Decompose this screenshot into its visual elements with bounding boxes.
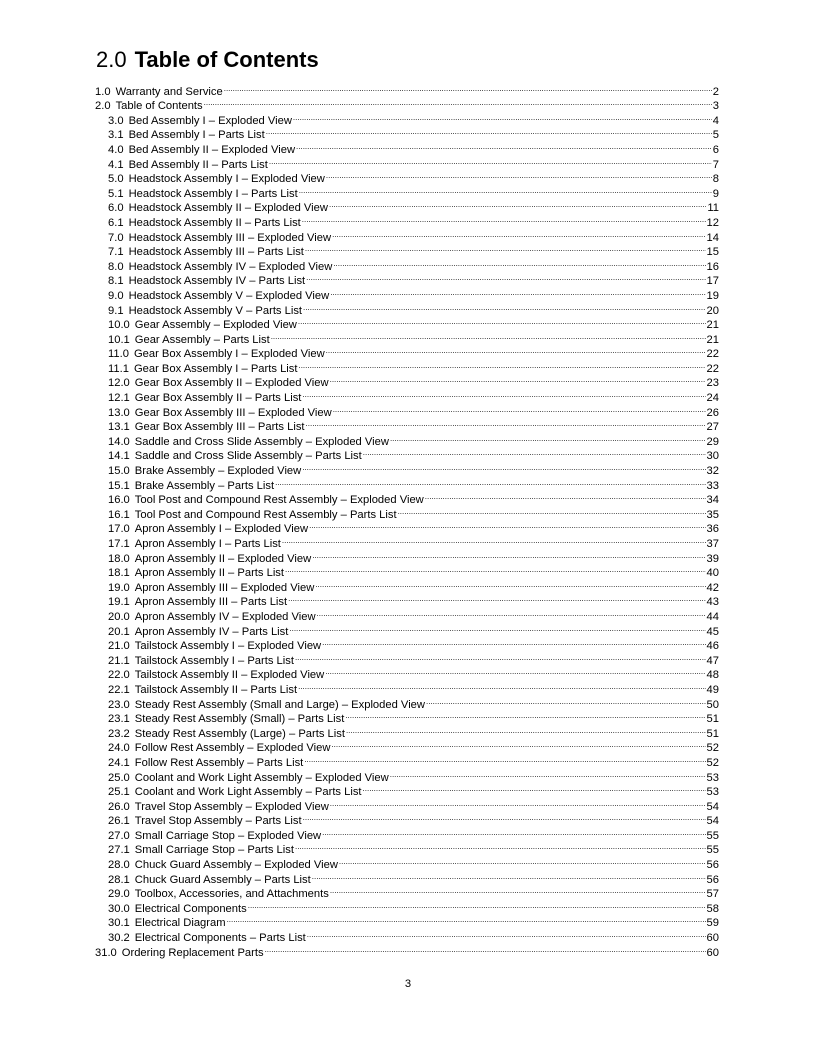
toc-entry-page-number: 53 bbox=[706, 771, 719, 784]
toc-entry-page-number: 19 bbox=[706, 289, 719, 302]
toc-entry-title: Electrical Components – Parts List bbox=[134, 932, 306, 945]
toc-entry-title: Gear Box Assembly II – Parts List bbox=[134, 392, 302, 405]
toc-entry-page-number: 37 bbox=[706, 538, 719, 550]
dot-leader bbox=[332, 226, 705, 241]
toc-entry-number: 28.1 bbox=[108, 873, 130, 886]
dot-leader bbox=[303, 810, 706, 825]
toc-entry-title: Brake Assembly – Parts List bbox=[134, 479, 275, 492]
toc-entry-number: 22.0 bbox=[108, 669, 130, 682]
toc-entry-page-number: 55 bbox=[706, 844, 719, 857]
toc-entry-title: Chuck Guard Assembly – Parts List bbox=[134, 873, 311, 886]
toc-entry-number: 21.1 bbox=[108, 654, 130, 667]
dot-leader bbox=[298, 314, 706, 329]
dot-leader bbox=[363, 781, 706, 796]
toc-entry-page-number: 52 bbox=[706, 742, 719, 755]
dot-leader bbox=[302, 459, 705, 474]
dot-leader bbox=[398, 503, 706, 518]
dot-leader bbox=[326, 343, 706, 358]
toc-entry-page-number: 22 bbox=[706, 348, 719, 361]
toc-entry-title: Bed Assembly I – Parts List bbox=[128, 129, 265, 142]
dot-leader bbox=[330, 795, 706, 810]
dot-leader bbox=[331, 737, 705, 752]
toc-entry-number: 7.1 bbox=[108, 246, 124, 259]
toc-entry-number: 29.0 bbox=[108, 888, 130, 901]
toc-entry-title: Small Carriage Stop – Exploded View bbox=[134, 829, 322, 842]
dot-leader bbox=[295, 839, 706, 854]
toc-entry-number: 22.1 bbox=[108, 683, 130, 696]
toc-entry[interactable] bbox=[95, 80, 719, 98]
toc-entry-number: 24.0 bbox=[108, 742, 130, 755]
toc-entry-title: Steady Rest Assembly (Large) – Parts List bbox=[134, 727, 345, 740]
dot-leader bbox=[329, 197, 706, 212]
toc-entry-page-number: 9 bbox=[712, 187, 719, 200]
dot-leader bbox=[289, 620, 705, 635]
toc-entry-number: 30.1 bbox=[108, 917, 130, 930]
toc-entry-number: 3.0 bbox=[108, 114, 124, 127]
toc-entry-page-number: 4 bbox=[712, 114, 719, 127]
toc-entry-page-number: 43 bbox=[706, 596, 719, 609]
toc-entry-number: 27.0 bbox=[108, 829, 130, 842]
dot-leader bbox=[306, 270, 705, 285]
toc-entry-number: 25.1 bbox=[108, 786, 130, 799]
toc-entry-title: Headstock Assembly IV – Parts List bbox=[128, 275, 306, 288]
toc-entry-number: 20.1 bbox=[108, 625, 130, 638]
dot-leader bbox=[295, 649, 706, 664]
toc-entry-number: 6.1 bbox=[108, 216, 124, 229]
dot-leader bbox=[317, 605, 706, 620]
toc-entry-title: Apron Assembly IV – Parts List bbox=[134, 625, 289, 638]
dot-leader bbox=[296, 138, 712, 153]
toc-entry-page-number: 23 bbox=[706, 377, 719, 390]
toc-entry-title: Coolant and Work Light Assembly – Exploded View bbox=[134, 771, 389, 784]
table-of-contents bbox=[95, 80, 719, 959]
dot-leader bbox=[426, 693, 706, 708]
toc-entry-page-number: 59 bbox=[706, 917, 719, 930]
dot-leader bbox=[425, 489, 706, 504]
toc-entry-number: 6.0 bbox=[108, 202, 124, 215]
toc-entry-number: 13.0 bbox=[108, 406, 130, 419]
toc-entry-number: 8.0 bbox=[108, 260, 124, 273]
dot-leader bbox=[330, 883, 706, 898]
toc-entry-number: 15.1 bbox=[108, 479, 130, 492]
dot-leader bbox=[339, 853, 706, 868]
toc-entry-title: Gear Assembly – Parts List bbox=[134, 333, 270, 346]
toc-entry-page-number: 40 bbox=[706, 567, 719, 580]
toc-entry-title: Tool Post and Compound Rest Assembly – Exploded View bbox=[134, 494, 424, 507]
toc-entry-title: Small Carriage Stop – Parts List bbox=[134, 844, 294, 857]
toc-entry-page-number: 53 bbox=[706, 786, 719, 799]
toc-entry-page-number: 17 bbox=[706, 275, 719, 288]
toc-entry-page-number: 32 bbox=[706, 465, 719, 478]
toc-entry-number: 12.0 bbox=[108, 377, 130, 390]
toc-entry-page-number: 50 bbox=[706, 698, 719, 711]
toc-entry-title: Apron Assembly III – Parts List bbox=[134, 596, 288, 609]
dot-leader bbox=[271, 328, 706, 343]
dot-leader bbox=[293, 109, 712, 124]
toc-entry-page-number: 16 bbox=[706, 260, 719, 273]
toc-entry-number: 31.0 bbox=[95, 946, 117, 959]
toc-entry-title: Coolant and Work Light Assembly – Parts List bbox=[134, 786, 362, 799]
heading-title: Table of Contents bbox=[134, 47, 319, 72]
toc-entry-number: 30.2 bbox=[108, 932, 130, 945]
dot-leader bbox=[346, 722, 706, 737]
dot-leader bbox=[298, 357, 705, 372]
toc-entry-number: 4.0 bbox=[108, 143, 124, 156]
toc-entry-page-number: 27 bbox=[706, 421, 719, 434]
toc-entry-number: 3.1 bbox=[108, 129, 124, 142]
dot-leader bbox=[299, 182, 712, 197]
toc-entry-number: 15.0 bbox=[108, 465, 130, 478]
toc-entry-title: Electrical Components bbox=[134, 902, 247, 915]
toc-entry-page-number: 7 bbox=[712, 158, 719, 171]
page-number-footer: 3 bbox=[404, 978, 412, 990]
dot-leader bbox=[288, 591, 705, 606]
toc-entry-title: Tailstock Assembly I – Parts List bbox=[134, 654, 294, 667]
dot-leader bbox=[227, 912, 706, 927]
dot-leader bbox=[326, 168, 712, 183]
toc-entry-page-number: 21 bbox=[706, 333, 719, 346]
toc-entry-page-number: 30 bbox=[706, 450, 719, 463]
toc-entry-page-number: 5 bbox=[712, 129, 719, 142]
dot-leader bbox=[302, 211, 706, 226]
dot-leader bbox=[312, 547, 705, 562]
toc-entry-title: Follow Rest Assembly – Exploded View bbox=[134, 742, 331, 755]
toc-entry-page-number: 47 bbox=[706, 654, 719, 667]
toc-entry-number: 26.1 bbox=[108, 815, 130, 828]
toc-entry-number: 23.0 bbox=[108, 698, 130, 711]
toc-entry-title: Tailstock Assembly I – Exploded View bbox=[134, 640, 322, 653]
dot-leader bbox=[330, 372, 706, 387]
toc-entry-title: Travel Stop Assembly – Parts List bbox=[134, 815, 302, 828]
toc-entry-title: Headstock Assembly III – Exploded View bbox=[128, 231, 332, 244]
page-heading bbox=[96, 47, 319, 73]
dot-leader bbox=[322, 824, 705, 839]
toc-entry-number: 24.1 bbox=[108, 756, 130, 769]
toc-entry-page-number: 56 bbox=[706, 859, 719, 872]
toc-entry-page-number: 24 bbox=[706, 392, 719, 405]
toc-entry-page-number: 44 bbox=[706, 610, 719, 623]
dot-leader bbox=[390, 430, 706, 445]
toc-entry-page-number: 22 bbox=[706, 362, 719, 375]
toc-entry-title: Headstock Assembly I – Exploded View bbox=[128, 173, 325, 186]
toc-entry-number: 26.0 bbox=[108, 800, 130, 813]
toc-entry-number: 16.0 bbox=[108, 494, 130, 507]
toc-entry-title: Bed Assembly II – Exploded View bbox=[128, 143, 296, 156]
toc-entry-number: 18.0 bbox=[108, 552, 130, 565]
toc-entry-page-number: 8 bbox=[712, 173, 719, 186]
toc-entry-number: 16.1 bbox=[108, 508, 130, 521]
dot-leader bbox=[248, 897, 706, 912]
dot-leader bbox=[330, 284, 705, 299]
toc-entry-title: Brake Assembly – Exploded View bbox=[134, 465, 302, 478]
toc-entry-number: 30.0 bbox=[108, 902, 130, 915]
toc-entry-number: 19.0 bbox=[108, 581, 130, 594]
toc-entry-page-number: 6 bbox=[712, 143, 719, 156]
toc-entry-number: 14.0 bbox=[108, 435, 130, 448]
toc-entry-number: 10.1 bbox=[108, 333, 130, 346]
toc-entry-title: Toolbox, Accessories, and Attachments bbox=[134, 888, 329, 901]
dot-leader bbox=[325, 664, 705, 679]
toc-entry-title: Apron Assembly II – Parts List bbox=[134, 567, 285, 580]
toc-entry-title: Gear Box Assembly III – Exploded View bbox=[134, 406, 332, 419]
dot-leader bbox=[390, 766, 706, 781]
dot-leader bbox=[265, 941, 706, 956]
dot-leader bbox=[303, 299, 706, 314]
toc-entry-number: 10.0 bbox=[108, 319, 130, 332]
toc-entry-number: 14.1 bbox=[108, 450, 130, 463]
dot-leader bbox=[282, 532, 706, 547]
toc-entry-title: Headstock Assembly I – Parts List bbox=[128, 187, 298, 200]
toc-entry-page-number: 20 bbox=[706, 304, 719, 317]
toc-entry-number: 5.1 bbox=[108, 187, 124, 200]
toc-entry-page-number: 56 bbox=[706, 873, 719, 886]
toc-entry-number: 28.0 bbox=[108, 859, 130, 872]
toc-entry-page-number: 15 bbox=[706, 246, 719, 259]
toc-entry-page-number: 46 bbox=[706, 640, 719, 653]
toc-entry-title: Apron Assembly I – Parts List bbox=[134, 538, 281, 550]
dot-leader bbox=[309, 518, 705, 533]
toc-entry-title: Headstock Assembly V – Exploded View bbox=[128, 289, 330, 302]
toc-entry-page-number: 60 bbox=[706, 932, 719, 945]
toc-entry-title: Gear Box Assembly III – Parts List bbox=[134, 421, 305, 434]
dot-leader bbox=[298, 678, 705, 693]
toc-entry-title: Travel Stop Assembly – Exploded View bbox=[134, 800, 329, 813]
dot-leader bbox=[269, 153, 712, 168]
dot-leader bbox=[333, 255, 705, 270]
toc-entry-number: 11.1 bbox=[108, 362, 129, 375]
toc-entry-page-number: 54 bbox=[706, 815, 719, 828]
toc-entry-page-number: 21 bbox=[706, 319, 719, 332]
toc-entry-page-number: 49 bbox=[706, 683, 719, 696]
toc-entry-title: Electrical Diagram bbox=[134, 917, 226, 930]
toc-entry-title: Tool Post and Compound Rest Assembly – Parts List bbox=[134, 508, 397, 521]
toc-entry-page-number: 11 bbox=[707, 202, 719, 215]
toc-entry-title: Apron Assembly I – Exploded View bbox=[134, 523, 309, 536]
toc-entry-number: 21.0 bbox=[108, 640, 130, 653]
toc-entry-page-number: 33 bbox=[706, 479, 719, 492]
toc-entry-title: Ordering Replacement Parts bbox=[121, 946, 264, 959]
toc-entry-number: 13.1 bbox=[108, 421, 130, 434]
dot-leader bbox=[224, 80, 712, 95]
toc-entry-title: Gear Assembly – Exploded View bbox=[134, 319, 297, 332]
toc-entry-number: 17.1 bbox=[108, 538, 130, 550]
toc-entry-number: 23.2 bbox=[108, 727, 130, 740]
toc-entry-page-number: 29 bbox=[706, 435, 719, 448]
toc-entry-page-number: 55 bbox=[706, 829, 719, 842]
dot-leader bbox=[345, 708, 705, 723]
heading-number: 2.0 bbox=[96, 47, 127, 72]
toc-entry-page-number: 14 bbox=[706, 231, 719, 244]
toc-entry-page-number: 54 bbox=[706, 800, 719, 813]
toc-entry-page-number: 2 bbox=[712, 85, 719, 98]
toc-entry-title: Tailstock Assembly II – Parts List bbox=[134, 683, 298, 696]
toc-entry-number: 17.0 bbox=[108, 523, 130, 536]
toc-entry-page-number: 35 bbox=[706, 508, 719, 521]
toc-entry-page-number: 12 bbox=[706, 216, 719, 229]
toc-entry-title: Warranty and Service bbox=[115, 85, 223, 98]
dot-leader bbox=[307, 926, 706, 941]
dot-leader bbox=[312, 868, 706, 883]
toc-entry-title: Headstock Assembly II – Parts List bbox=[128, 216, 301, 229]
toc-entry-number: 27.1 bbox=[108, 844, 130, 857]
toc-entry-title: Gear Box Assembly I – Exploded View bbox=[133, 348, 325, 361]
toc-entry-title: Bed Assembly II – Parts List bbox=[128, 158, 268, 171]
dot-leader bbox=[305, 241, 706, 256]
toc-entry-title: Steady Rest Assembly (Small) – Parts List bbox=[134, 713, 345, 726]
toc-entry-number: 7.0 bbox=[108, 231, 124, 244]
dot-leader bbox=[285, 562, 706, 577]
dot-leader bbox=[266, 124, 712, 139]
toc-entry-number: 18.1 bbox=[108, 567, 130, 580]
dot-leader bbox=[306, 416, 706, 431]
toc-entry-page-number: 51 bbox=[706, 713, 719, 726]
toc-entry-number: 9.1 bbox=[108, 304, 124, 317]
toc-entry-page-number: 52 bbox=[706, 756, 719, 769]
toc-entry-title: Table of Contents bbox=[115, 100, 203, 113]
toc-entry-page-number: 57 bbox=[706, 888, 719, 901]
toc-entry-page-number: 34 bbox=[706, 494, 719, 507]
toc-entry-number: 23.1 bbox=[108, 713, 130, 726]
toc-entry-title: Apron Assembly III – Exploded View bbox=[134, 581, 315, 594]
toc-entry-number: 4.1 bbox=[108, 158, 124, 171]
toc-entry-title: Headstock Assembly II – Exploded View bbox=[128, 202, 328, 215]
toc-entry-title: Apron Assembly II – Exploded View bbox=[134, 552, 312, 565]
toc-entry-page-number: 51 bbox=[706, 727, 719, 740]
toc-entry-title: Tailstock Assembly II – Exploded View bbox=[134, 669, 325, 682]
toc-entry-number: 2.0 bbox=[95, 100, 111, 113]
toc-entry-title: Headstock Assembly V – Parts List bbox=[128, 304, 303, 317]
dot-leader bbox=[315, 576, 705, 591]
toc-entry-title: Saddle and Cross Slide Assembly – Exploded View bbox=[134, 435, 389, 448]
toc-entry-number: 19.1 bbox=[108, 596, 130, 609]
toc-entry-number: 5.0 bbox=[108, 173, 124, 186]
toc-entry-number: 12.1 bbox=[108, 392, 130, 405]
toc-entry-title: Steady Rest Assembly (Small and Large) – Exploded View bbox=[134, 698, 425, 711]
dot-leader bbox=[304, 751, 705, 766]
toc-entry-number: 11.0 bbox=[108, 348, 129, 361]
toc-entry-title: Apron Assembly IV – Exploded View bbox=[134, 610, 316, 623]
dot-leader bbox=[363, 445, 706, 460]
toc-entry-title: Gear Box Assembly I – Parts List bbox=[133, 362, 298, 375]
toc-entry-title: Headstock Assembly IV – Exploded View bbox=[128, 260, 333, 273]
toc-entry-page-number: 42 bbox=[706, 581, 719, 594]
toc-entry-title: Follow Rest Assembly – Parts List bbox=[134, 756, 304, 769]
toc-entry-title: Gear Box Assembly II – Exploded View bbox=[134, 377, 329, 390]
toc-entry-page-number: 36 bbox=[706, 523, 719, 536]
toc-entry-page-number: 48 bbox=[706, 669, 719, 682]
dot-leader bbox=[302, 386, 705, 401]
toc-entry-title: Bed Assembly I – Exploded View bbox=[128, 114, 292, 127]
toc-entry-number: 8.1 bbox=[108, 275, 124, 288]
toc-entry-number: 20.0 bbox=[108, 610, 130, 623]
dot-leader bbox=[333, 401, 706, 416]
toc-entry-number: 9.0 bbox=[108, 289, 124, 302]
toc-entry-number: 1.0 bbox=[95, 85, 111, 98]
toc-entry-number: 25.0 bbox=[108, 771, 130, 784]
toc-entry-title: Headstock Assembly III – Parts List bbox=[128, 246, 304, 259]
toc-entry-title: Saddle and Cross Slide Assembly – Parts List bbox=[134, 450, 362, 463]
toc-entry-page-number: 60 bbox=[706, 946, 719, 959]
toc-entry-page-number: 45 bbox=[706, 625, 719, 638]
toc-entry-page-number: 58 bbox=[706, 902, 719, 915]
toc-entry-page-number: 26 bbox=[706, 406, 719, 419]
dot-leader bbox=[204, 95, 712, 110]
toc-entry-page-number: 3 bbox=[712, 100, 719, 113]
toc-entry-title: Chuck Guard Assembly – Exploded View bbox=[134, 859, 338, 872]
dot-leader bbox=[322, 635, 705, 650]
dot-leader bbox=[275, 474, 705, 489]
toc-entry-page-number: 39 bbox=[706, 552, 719, 565]
